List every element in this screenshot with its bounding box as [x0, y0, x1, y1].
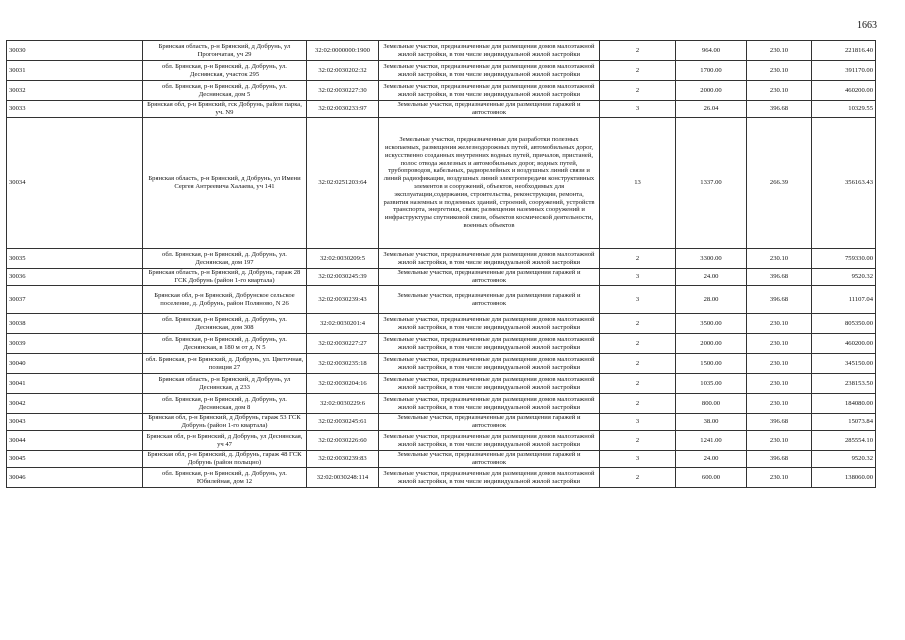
group-cell: 2 — [600, 334, 676, 354]
table-row — [7, 61, 876, 81]
row-id-cell: 30046 — [7, 468, 143, 488]
cadastral-value-cell: 15073.84 — [812, 414, 876, 431]
land-use-cell: Земельные участки, предназначенные для размещения гаражей и автостоянок — [379, 269, 600, 286]
land-use-cell: Земельные участки, предназначенные для размещения домов малоэтажной жилой застройки, в том числе индивидуальной жилой застройки — [379, 334, 600, 354]
row-id-cell: 30031 — [7, 61, 143, 81]
rate-cell: 230.10 — [747, 334, 812, 354]
rate-cell: 396.68 — [747, 269, 812, 286]
address-cell: обл. Брянская, р-н Брянский, д. Добрунь, ул. Деснянская, дом 197 — [143, 249, 307, 269]
cadastral-number-cell: 32:02:0030235:18 — [307, 354, 379, 374]
rate-cell: 230.10 — [747, 249, 812, 269]
cadastral-value-cell: 11107.04 — [812, 286, 876, 314]
cadastral-number-cell: 32:02:0030239:83 — [307, 451, 379, 468]
area-cell: 3300.00 — [676, 249, 747, 269]
cadastral-value-cell: 221816.40 — [812, 41, 876, 61]
address-cell: Брянская обл, р-н Брянский, д. Добрунь, гараж 48 ГСК Добрунь (район полыцно) — [143, 451, 307, 468]
address-cell: обл. Брянская, р-н Брянский, д. Добрунь, ул. Деснянская, дом 5 — [143, 81, 307, 101]
rate-cell: 230.10 — [747, 314, 812, 334]
row-id-cell: 30032 — [7, 81, 143, 101]
cadastral-number-cell: 32:02:0030202:32 — [307, 61, 379, 81]
cadastral-value-cell: 184080.00 — [812, 394, 876, 414]
rate-cell: 396.68 — [747, 451, 812, 468]
area-cell: 800.00 — [676, 394, 747, 414]
land-use-cell: Земельные участки, предназначенные для размещения домов малоэтажной жилой застройки, в том числе индивидуальной жилой застройки — [379, 249, 600, 269]
group-cell: 3 — [600, 101, 676, 118]
area-cell: 1035.00 — [676, 374, 747, 394]
cadastral-value-cell: 345150.00 — [812, 354, 876, 374]
table-row — [7, 249, 876, 269]
cadastral-value-cell: 460200.00 — [812, 334, 876, 354]
land-use-cell: Земельные участки, предназначенные для размещения домов малоэтажной жилой застройки, в том числе индивидуальной жилой застройки — [379, 41, 600, 61]
rate-cell: 230.10 — [747, 374, 812, 394]
row-id-cell: 30038 — [7, 314, 143, 334]
rate-cell: 230.10 — [747, 61, 812, 81]
row-id-cell: 30030 — [7, 41, 143, 61]
land-use-cell: Земельные участки, предназначенные для размещения домов малоэтажной жилой застройки, в том числе индивидуальной жилой застройки — [379, 374, 600, 394]
group-cell: 2 — [600, 394, 676, 414]
group-cell: 2 — [600, 468, 676, 488]
cadastral-number-cell: 32:02:0030245:39 — [307, 269, 379, 286]
row-id-cell: 30043 — [7, 414, 143, 431]
area-cell: 1241.00 — [676, 431, 747, 451]
table-row — [7, 314, 876, 334]
address-cell: Брянская обл, р-н Брянский, гск Добрунь, район парка, уч. N9 — [143, 101, 307, 118]
row-id-cell: 30035 — [7, 249, 143, 269]
land-use-cell: Земельные участки, предназначенные для размещения гаражей и автостоянок — [379, 101, 600, 118]
table-row — [7, 354, 876, 374]
address-cell: Брянская область, р-н Брянский, д Добрунь, ул Имени Сергея Антреевича Халаева, уч 141 — [143, 118, 307, 249]
cadastral-value-cell: 805350.00 — [812, 314, 876, 334]
table-row — [7, 394, 876, 414]
row-id-cell: 30044 — [7, 431, 143, 451]
area-cell: 600.00 — [676, 468, 747, 488]
cadastral-number-cell: 32:02:0030204:16 — [307, 374, 379, 394]
cadastral-value-cell: 759330.00 — [812, 249, 876, 269]
cadastral-number-cell: 32:02:0030233:97 — [307, 101, 379, 118]
cadastral-number-cell: 32:02:0030201:4 — [307, 314, 379, 334]
group-cell: 3 — [600, 286, 676, 314]
rate-cell: 230.10 — [747, 354, 812, 374]
address-cell: обл. Брянская, р-н Брянский, д. Добрунь, ул. Цветочная, позиция 27 — [143, 354, 307, 374]
address-cell: Брянская область, р-н Брянский, д. Добрунь, гараж 28 ГСК Добрунь (район 1-го квартала) — [143, 269, 307, 286]
area-cell: 28.00 — [676, 286, 747, 314]
cadastral-value-cell: 9520.32 — [812, 451, 876, 468]
address-cell: обл. Брянская, р-н Брянский, д. Добрунь, ул. Деснянская, участок 295 — [143, 61, 307, 81]
cadastral-value-cell: 285554.10 — [812, 431, 876, 451]
cadastral-value-cell: 356163.43 — [812, 118, 876, 249]
group-cell: 13 — [600, 118, 676, 249]
land-use-cell: Земельные участки, предназначенные для размещения домов малоэтажной жилой застройки, в том числе индивидуальной жилой застройки — [379, 468, 600, 488]
area-cell: 1700.00 — [676, 61, 747, 81]
rate-cell: 266.39 — [747, 118, 812, 249]
table-row — [7, 118, 876, 249]
rate-cell: 230.10 — [747, 394, 812, 414]
table-row — [7, 101, 876, 118]
address-cell: обл. Брянская, р-н Брянский, д. Добрунь, ул. Юбилейная, дом 12 — [143, 468, 307, 488]
land-use-cell: Земельные участки, предназначенные для размещения гаражей и автостоянок — [379, 451, 600, 468]
group-cell: 2 — [600, 354, 676, 374]
table-row — [7, 468, 876, 488]
land-use-cell: Земельные участки, предназначенные для размещения домов малоэтажной жилой застройки, в том числе индивидуальной жилой застройки — [379, 81, 600, 101]
rate-cell: 396.68 — [747, 414, 812, 431]
group-cell: 2 — [600, 61, 676, 81]
land-use-cell: Земельные участки, предназначенные для размещения домов малоэтажной жилой застройки, в том числе индивидуальной жилой застройки — [379, 61, 600, 81]
cadastral-number-cell: 32:02:0030226:60 — [307, 431, 379, 451]
row-id-cell: 30037 — [7, 286, 143, 314]
row-id-cell: 30042 — [7, 394, 143, 414]
table-row — [7, 41, 876, 61]
group-cell: 3 — [600, 451, 676, 468]
area-cell: 2000.00 — [676, 334, 747, 354]
area-cell: 26.04 — [676, 101, 747, 118]
cadastral-number-cell: 32:02:0030245:61 — [307, 414, 379, 431]
area-cell: 38.00 — [676, 414, 747, 431]
area-cell: 24.00 — [676, 269, 747, 286]
row-id-cell: 30045 — [7, 451, 143, 468]
land-use-cell: Земельные участки, предназначенные для размещения гаражей и автостоянок — [379, 286, 600, 314]
land-use-cell: Земельные участки, предназначенные для размещения домов малоэтажной жилой застройки, в том числе индивидуальной жилой застройки — [379, 314, 600, 334]
area-cell: 1500.00 — [676, 354, 747, 374]
table-row — [7, 334, 876, 354]
address-cell: Брянская область, р-н Брянский, д Добрунь, ул Прогончатая, уч 29 — [143, 41, 307, 61]
rate-cell: 396.68 — [747, 101, 812, 118]
row-id-cell: 30040 — [7, 354, 143, 374]
cadastral-number-cell: 32:02:0251203:64 — [307, 118, 379, 249]
group-cell: 2 — [600, 41, 676, 61]
address-cell: обл. Брянская, р-н Брянский, д. Добрунь, ул. Деснянская, дом 8 — [143, 394, 307, 414]
rate-cell: 396.68 — [747, 286, 812, 314]
address-cell: обл. Брянская, р-н Брянский, д. Добрунь, ул. Деснянская, дом 308 — [143, 314, 307, 334]
cadastral-value-cell: 10329.55 — [812, 101, 876, 118]
table-row — [7, 81, 876, 101]
land-use-cell: Земельные участки, предназначенные для размещения домов малоэтажной жилой застройки, в том числе индивидуальной жилой застройки — [379, 354, 600, 374]
table-row — [7, 431, 876, 451]
address-cell: Брянская обл, р-н Брянский, Добрунское сельское поселение, д. Добрунь, район Поляново, N 26 — [143, 286, 307, 314]
rate-cell: 230.10 — [747, 81, 812, 101]
rate-cell: 230.10 — [747, 468, 812, 488]
address-cell: Брянская область, р-н Брянский, д Добрунь, ул Деснянская, д 233 — [143, 374, 307, 394]
cadastral-value-cell: 238153.50 — [812, 374, 876, 394]
group-cell: 3 — [600, 269, 676, 286]
rate-cell: 230.10 — [747, 41, 812, 61]
cadastral-number-cell: 32:02:0030227:27 — [307, 334, 379, 354]
land-use-cell: Земельные участки, предназначенные для размещения домов малоэтажной жилой застройки, в том числе индивидуальной жилой застройки — [379, 431, 600, 451]
group-cell: 3 — [600, 414, 676, 431]
area-cell: 1337.00 — [676, 118, 747, 249]
cadastral-value-cell: 9520.32 — [812, 269, 876, 286]
address-cell: Брянская обл, р-н Брянский, д Добрунь, гараж 53 ГСК Добрунь (район 1-го квартала) — [143, 414, 307, 431]
row-id-cell: 30033 — [7, 101, 143, 118]
page-number: 1663 — [857, 20, 877, 31]
address-cell: обл. Брянская, р-н Брянский, д. Добрунь, ул. Деснянская, в 180 м от д. N 5 — [143, 334, 307, 354]
group-cell: 2 — [600, 431, 676, 451]
area-cell: 964.00 — [676, 41, 747, 61]
land-register-table — [6, 40, 876, 488]
address-cell: Брянская обл, р-н Брянский, д Добрунь, ул Деснянская, уч 47 — [143, 431, 307, 451]
cadastral-value-cell: 391170.00 — [812, 61, 876, 81]
cadastral-value-cell: 138060.00 — [812, 468, 876, 488]
row-id-cell: 30034 — [7, 118, 143, 249]
land-use-cell: Земельные участки, предназначенные для размещения гаражей и автостоянок — [379, 414, 600, 431]
group-cell: 2 — [600, 314, 676, 334]
table-row — [7, 269, 876, 286]
cadastral-number-cell: 32:02:0030209:5 — [307, 249, 379, 269]
group-cell: 2 — [600, 81, 676, 101]
cadastral-number-cell: 32:02:0030248:114 — [307, 468, 379, 488]
row-id-cell: 30041 — [7, 374, 143, 394]
table-row — [7, 414, 876, 431]
cadastral-number-cell: 32:02:0030239:43 — [307, 286, 379, 314]
group-cell: 2 — [600, 374, 676, 394]
land-use-cell: Земельные участки, предназначенные для размещения домов малоэтажной жилой застройки, в том числе индивидуальной жилой застройки — [379, 394, 600, 414]
cadastral-number-cell: 32:02:0030229:6 — [307, 394, 379, 414]
area-cell: 2000.00 — [676, 81, 747, 101]
area-cell: 24.00 — [676, 451, 747, 468]
row-id-cell: 30039 — [7, 334, 143, 354]
area-cell: 3500.00 — [676, 314, 747, 334]
cadastral-value-cell: 460200.00 — [812, 81, 876, 101]
table-row — [7, 374, 876, 394]
land-use-cell: Земельные участки, предназначенные для разработки полезных ископаемых, размещения железнодорожных путей, автомобильных дорог, искусственно созданных внутренних водных путей, причалов, пристаней, полос отвода железных и автомобильных дорог, водных путей, трубопроводов, кабельных, радиорелейных и воздушных линий связи и линий радиофикации, воздушных линий электропередачи конструктивных элементов и сооружений, объектов, необходимых для эксплуатации,содержания, строительства, реконструкции, ремонта, развития наземных и подземных зданий, строений, сооружений, устройств транспорта, энергетики, связи; размещения наземных сооружений и инфраструктуры спутниковой связи, объектов космической деятельности, военных объектов — [379, 118, 600, 249]
table-body — [7, 41, 876, 488]
rate-cell: 230.10 — [747, 431, 812, 451]
row-id-cell: 30036 — [7, 269, 143, 286]
cadastral-number-cell: 32:02:0000000:1900 — [307, 41, 379, 61]
cadastral-number-cell: 32:02:0030227:30 — [307, 81, 379, 101]
group-cell: 2 — [600, 249, 676, 269]
table-row — [7, 286, 876, 314]
table-row — [7, 451, 876, 468]
